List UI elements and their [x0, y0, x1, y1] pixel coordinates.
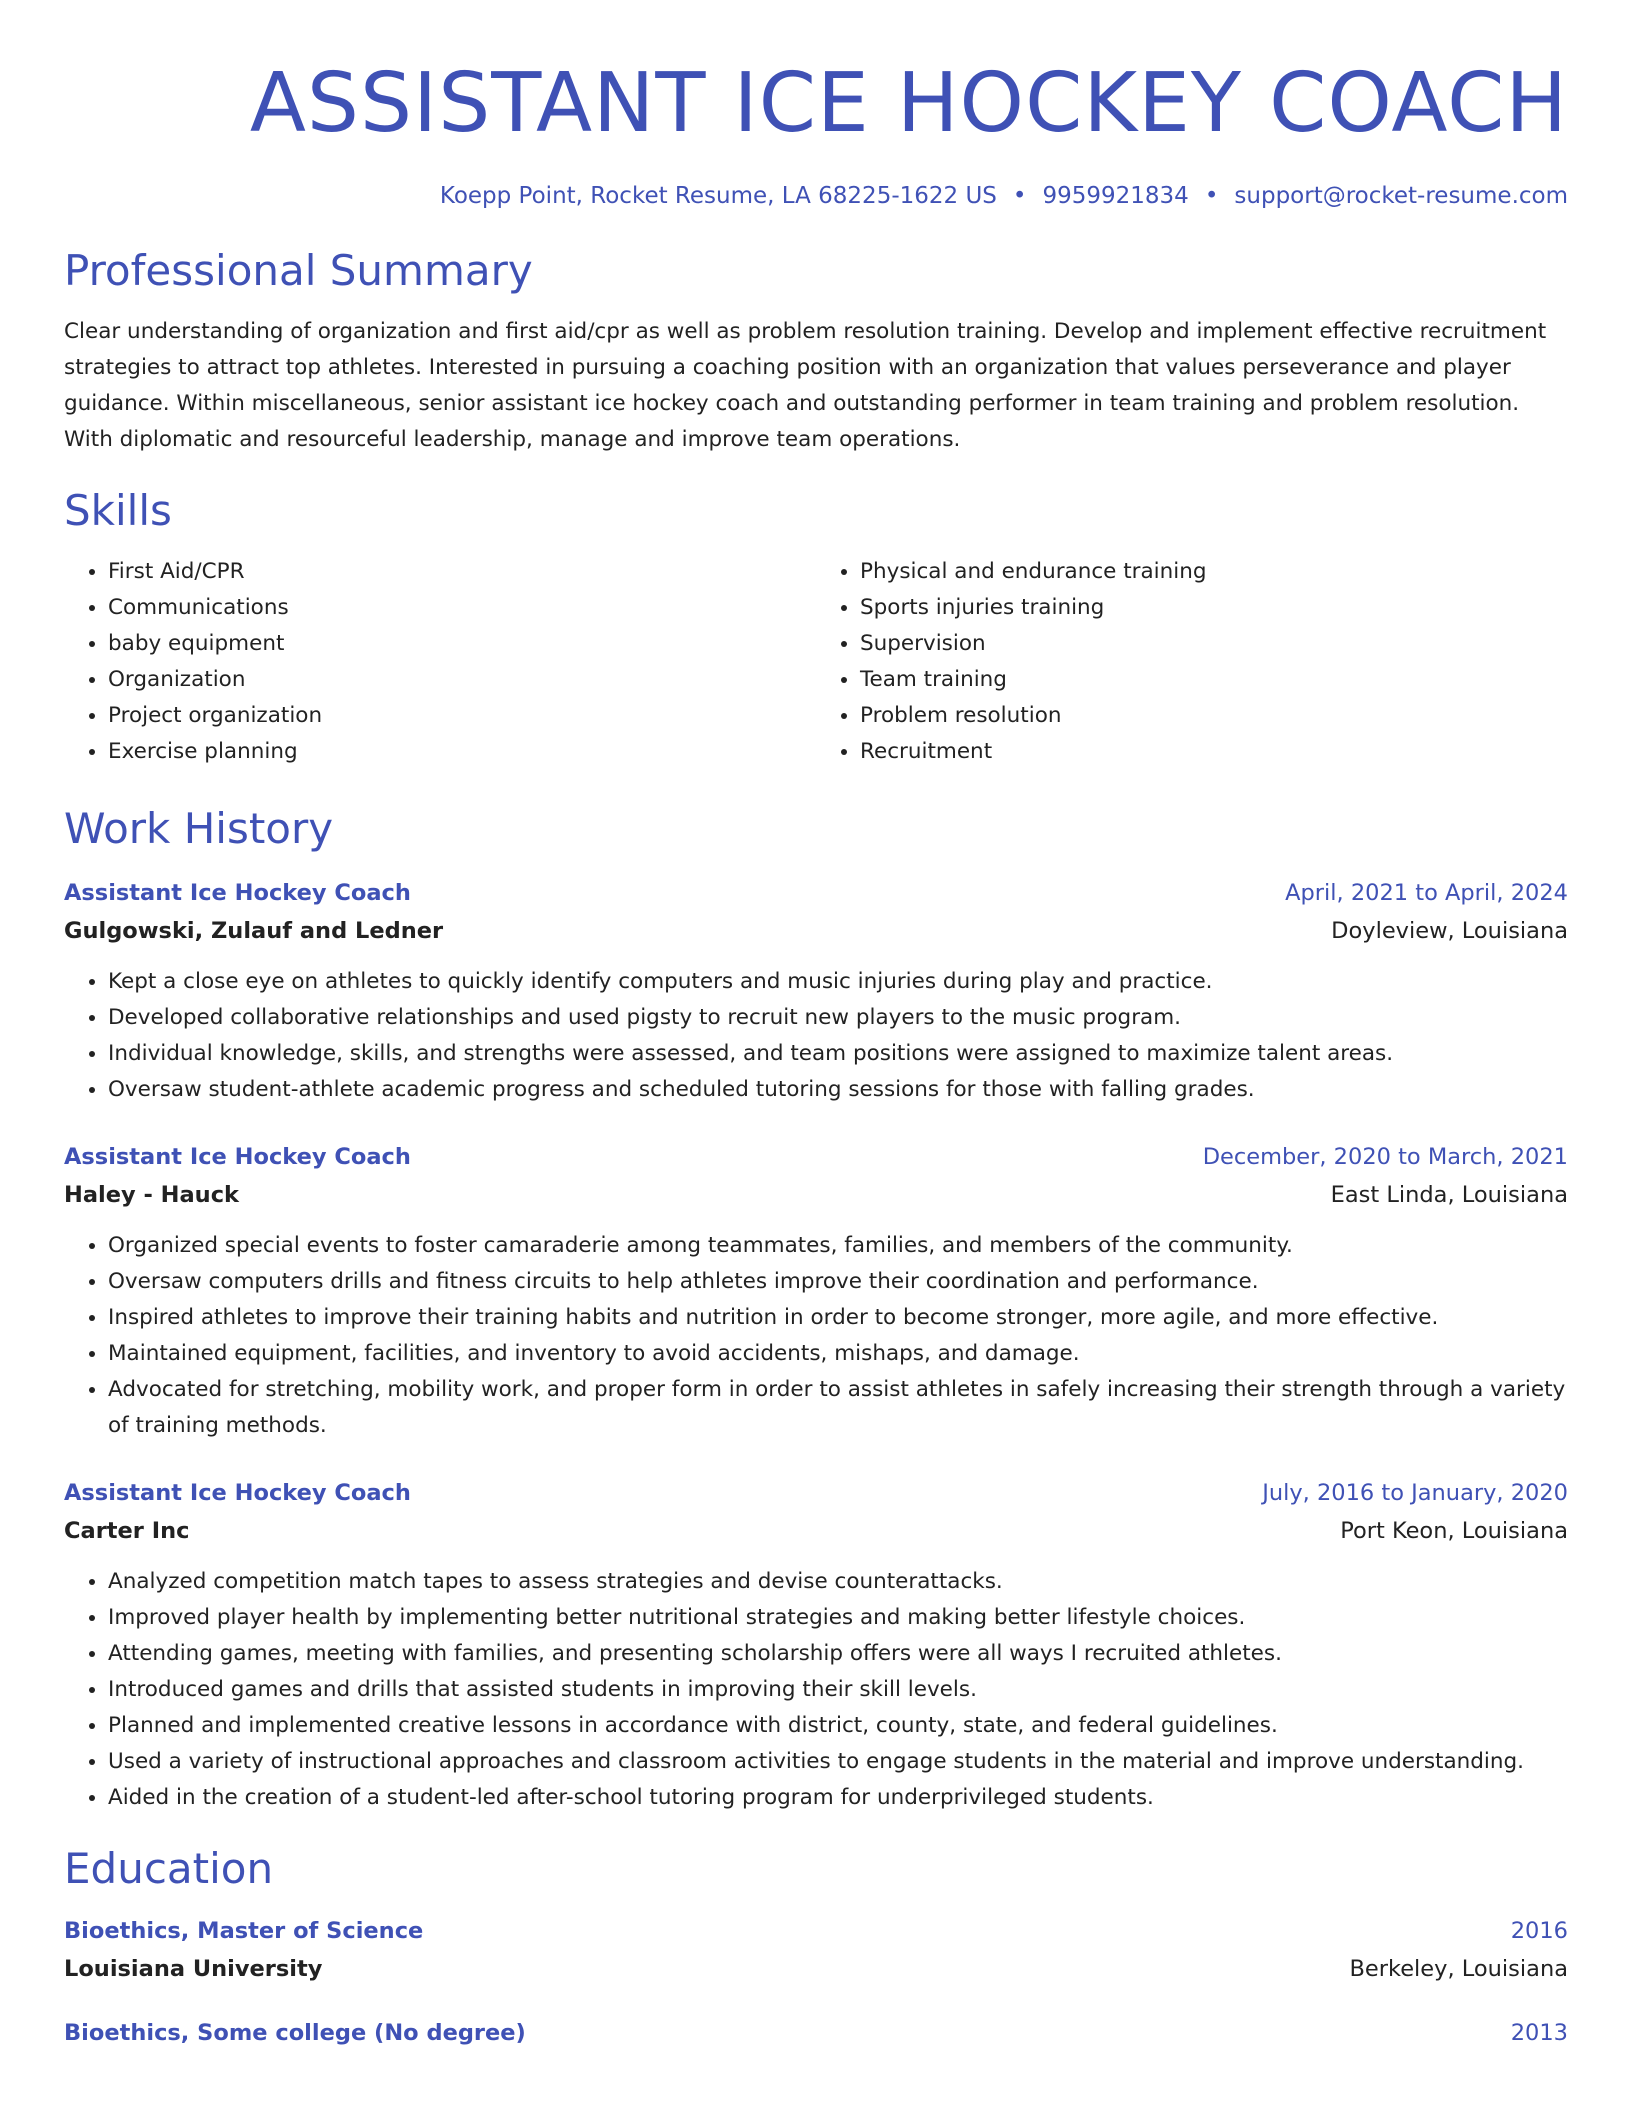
job-bullet: • Advocated for stretching, mobility work, and proper form in order to assist athletes in safely increasing their strength through a variety of training methods. [108, 1372, 1568, 1444]
skill-item: • Project organization [108, 698, 816, 734]
education-header-row [64, 1912, 1568, 1950]
job-bullet: • Organized special events to foster camaraderie among teammates, families, and members of the community. [108, 1228, 1568, 1264]
section-heading-summary: Professional Summary [64, 246, 533, 295]
education-degree: Bioethics, Some college (No degree) [64, 2020, 526, 2046]
contact-address: Koepp Point, Rocket Resume, LA 68225-1622 US [439, 183, 997, 209]
education-year: 2013 [1510, 2020, 1568, 2046]
job-bullet: • Introduced games and drills that assisted students in improving their skill levels. [108, 1672, 1568, 1708]
resume-title: ASSISTANT ICE HOCKEY COACH [249, 56, 1568, 151]
education-header-row [64, 2014, 1568, 2052]
job-bullets [64, 1228, 1568, 1444]
education-entry [64, 1912, 1568, 1988]
job-bullet: • Individual knowledge, skills, and strengths were assessed, and team positions were assigned to maximize talent areas. [108, 1036, 1568, 1072]
education-school-row [64, 1950, 1568, 1988]
job-bullet: • Improved player health by implementing better nutritional strategies and making better lifestyle choices. [108, 1600, 1568, 1636]
job-bullet: • Maintained equipment, facilities, and inventory to avoid accidents, mishaps, and damage. [108, 1336, 1568, 1372]
job-bullet: • Developed collaborative relationships and used pigsty to recruit new players to the music program. [108, 1000, 1568, 1036]
job-bullet: • Kept a close eye on athletes to quickly identify computers and music injuries during play and practice. [108, 964, 1568, 1000]
job-location: East Linda, Louisiana [1330, 1182, 1568, 1208]
job-bullets [64, 1564, 1568, 1816]
job-header-row [64, 1474, 1568, 1512]
job-title: Assistant Ice Hockey Coach [64, 1144, 411, 1170]
skill-item: • Communications [108, 590, 816, 626]
skill-item: • baby equipment [108, 626, 816, 662]
job-bullet: • Inspired athletes to improve their training habits and nutrition in order to become stronger, more agile, and more effective. [108, 1300, 1568, 1336]
skill-item: • Team training [860, 662, 1568, 698]
job-bullet: • Analyzed competition match tapes to assess strategies and devise counterattacks. [108, 1564, 1568, 1600]
summary-text: Clear understanding of organization and first aid/cpr as well as problem resolution training. Develop and implement effective recruitment strategies to attract top athletes. Interested in pursuing a coaching position with an organization that values perseverance and player guidance. Within miscellaneous, senior assistant ice hockey coach and outstanding performer in team training and problem resolution. With diplomatic and resourceful leadership, manage and improve team operations. [64, 319, 1547, 452]
skills-column-left [64, 554, 816, 770]
job-bullet: • Used a variety of instructional approaches and classroom activities to engage students in the material and improve understanding. [108, 1744, 1568, 1780]
skill-item: • Organization [108, 662, 816, 698]
skill-item: • Sports injuries training [860, 590, 1568, 626]
section-heading-education: Education [64, 1844, 274, 1893]
job-bullet: • Aided in the creation of a student-led after-school tutoring program for underprivileged students. [108, 1780, 1568, 1816]
job-bullet: • Oversaw student-athlete academic progress and scheduled tutoring sessions for those with falling grades. [108, 1072, 1568, 1108]
job-dates: April, 2021 to April, 2024 [1285, 880, 1568, 906]
job-bullet: • Planned and implemented creative lessons in accordance with district, county, state, and federal guidelines. [108, 1708, 1568, 1744]
section-heading-skills: Skills [64, 486, 172, 535]
job-company: Carter Inc [64, 1518, 190, 1544]
skill-item: • Recruitment [860, 734, 1568, 770]
job-location: Port Keon, Louisiana [1340, 1518, 1568, 1544]
contact-separator: • [1012, 183, 1027, 209]
skills-column-right [816, 554, 1568, 770]
skills-grid [64, 554, 1568, 770]
education-year: 2016 [1510, 1918, 1568, 1944]
skill-item: • Exercise planning [108, 734, 816, 770]
job-bullet: • Attending games, meeting with families, and presenting scholarship offers were all ways I recruited athletes. [108, 1636, 1568, 1672]
job-header-row [64, 874, 1568, 912]
job-company-row [64, 1176, 1568, 1214]
section-heading-work-history: Work History [64, 804, 334, 853]
job-company: Haley - Hauck [64, 1182, 239, 1208]
education-school: Louisiana University [64, 1956, 323, 1982]
job-title: Assistant Ice Hockey Coach [64, 880, 411, 906]
job-dates: December, 2020 to March, 2021 [1202, 1144, 1568, 1170]
contact-email[interactable]: support@rocket-resume.com [1234, 183, 1568, 209]
job-company: Gulgowski, Zulauf and Ledner [64, 918, 444, 944]
job-header-row [64, 1138, 1568, 1176]
skill-item: • First Aid/CPR [108, 554, 816, 590]
job-bullet: • Oversaw computers drills and fitness circuits to help athletes improve their coordination and performance. [108, 1264, 1568, 1300]
education-location: Berkeley, Louisiana [1349, 1956, 1568, 1982]
job-entry [64, 1474, 1568, 1816]
contact-phone: 9959921834 [1042, 183, 1189, 209]
job-entry [64, 1138, 1568, 1444]
job-company-row [64, 1512, 1568, 1550]
job-dates: July, 2016 to January, 2020 [1262, 1480, 1568, 1506]
education-degree: Bioethics, Master of Science [64, 1918, 424, 1944]
contact-separator: • [1204, 183, 1219, 209]
skill-item: • Supervision [860, 626, 1568, 662]
contact-line [64, 180, 1568, 212]
job-location: Doyleview, Louisiana [1331, 918, 1568, 944]
job-bullets [64, 964, 1568, 1108]
skill-item: • Problem resolution [860, 698, 1568, 734]
job-title: Assistant Ice Hockey Coach [64, 1480, 411, 1506]
education-entry [64, 2014, 1568, 2052]
job-entry [64, 874, 1568, 1108]
skill-item: • Physical and endurance training [860, 554, 1568, 590]
job-company-row [64, 912, 1568, 950]
